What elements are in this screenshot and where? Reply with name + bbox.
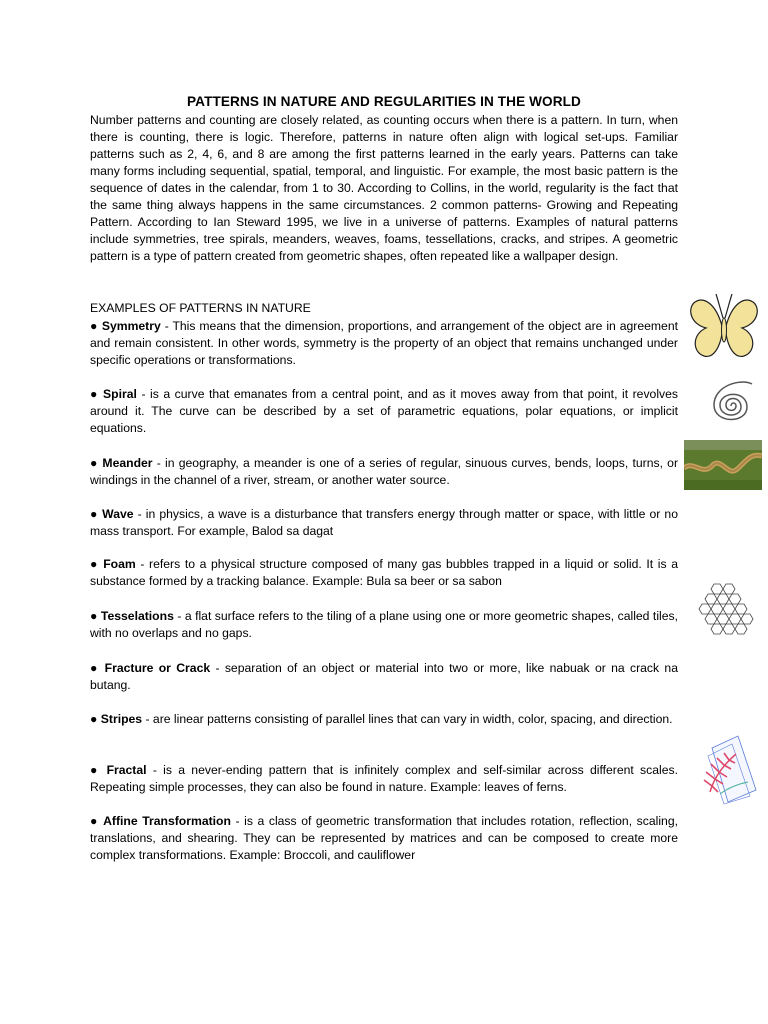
- item-fracture: [90, 660, 678, 694]
- item-term: Meander: [102, 456, 153, 470]
- item-symmetry: [90, 318, 678, 369]
- item-text: - is a curve that emanates from a central point, and as it moves away from that point, it revolves around it. The curve can be described by a set of parametric equations, polar equations, or implicit equations.: [90, 387, 678, 435]
- spiral-figure: [700, 370, 762, 436]
- fern-fractal-figure: [698, 732, 762, 806]
- item-term: Stripes: [100, 712, 143, 726]
- page-title: PATTERNS IN NATURE AND REGULARITIES IN THE WORLD: [187, 94, 581, 109]
- section-heading: EXAMPLES OF PATTERNS IN NATURE: [90, 301, 311, 315]
- item-tesselations: [90, 608, 678, 642]
- item-spiral: [90, 386, 678, 437]
- bullet: ●: [90, 712, 98, 726]
- item-term: Symmetry: [101, 319, 161, 333]
- bullet: ●: [90, 661, 100, 675]
- bullet: ●: [90, 814, 99, 828]
- item-term: Foam: [103, 557, 136, 571]
- item-term: Wave: [102, 507, 134, 521]
- item-text: - a flat surface refers to the tiling of a plane using one or more geometric shapes, called tiles, with no overlaps and no gaps.: [90, 609, 678, 640]
- item-text: - in geography, a meander is one of a series of regular, sinuous curves, bends, loops, turns, or windings in the channel of a river, stream, or another water source.: [90, 456, 679, 487]
- item-text: - separation of an object or material into two or more, like nabuak or na crack na butang.: [90, 661, 678, 692]
- item-term: Fractal: [106, 763, 147, 777]
- bullet: ●: [90, 557, 99, 571]
- meander-photo: [684, 440, 762, 490]
- butterfly-figure: [686, 290, 762, 364]
- item-term: Tesselations: [100, 609, 174, 623]
- item-stripes: [90, 711, 678, 728]
- bullet: ●: [90, 319, 98, 333]
- item-foam: [90, 556, 678, 590]
- bullet: ●: [90, 507, 99, 521]
- item-text: - is a class of geometric transformation that includes rotation, reflection, scaling, translations, and shearing. They can be represented by matrices and can be composed to create more complex transformations. Example: Broccoli, and cauliflower: [90, 814, 678, 862]
- item-text: - refers to a physical structure composed of many gas bubbles trapped in a liquid or solid. It is a substance formed by a tracking balance. Example: Bula sa beer or sa sabon: [90, 557, 678, 588]
- item-affine-transformation: [90, 813, 678, 864]
- hexagon-tessellation-figure: [694, 580, 758, 642]
- item-text: - This means that the dimension, proportions, and arrangement of the object are in agreement and remain consistent. In other words, symmetry is the property of an object that remains unchanged under specific operations or transformations.: [90, 319, 678, 367]
- bullet: ●: [90, 387, 99, 401]
- item-wave: [90, 506, 678, 540]
- item-text: - is a never-ending pattern that is infinitely complex and self-similar across different scales. Repeating simple processes, they can also be found in nature. Example: leaves of ferns.: [90, 763, 678, 794]
- item-text: - in physics, a wave is a disturbance that transfers energy through matter or space, with little or no mass transport. For example, Balod sa dagat: [90, 507, 678, 538]
- item-meander: [90, 455, 678, 489]
- item-text: - are linear patterns consisting of parallel lines that can vary in width, color, spacing, and direction.: [142, 712, 673, 726]
- item-term: Affine Transformation: [103, 814, 231, 828]
- bullet: ●: [90, 456, 99, 470]
- item-term: Fracture or Crack: [104, 661, 211, 675]
- bullet: ●: [90, 763, 101, 777]
- bullet: ●: [90, 609, 98, 623]
- item-fractal: [90, 762, 678, 796]
- intro-paragraph: Number patterns and counting are closely related, as counting occurs when there is a pattern. In turn, when there is counting, there is logic. Therefore, patterns in nature often align with logical set-ups. Familiar patterns such as 2, 4, 6, and 8 are among the first patterns learned in the early years. Patterns can take many forms including sequential, spatial, temporal, and linguistic. For example, the most basic pattern is the sequence of dates in the calendar, from 1 to 30. According to Collins, in the world, regularity is the fact that the same thing always happens in the same circumstances. 2 common patterns- Growing and Repeating Pattern. According to Ian Steward 1995, we live in a universe of patterns. Examples of natural patterns include symmetries, tree spirals, meanders, weaves, foams, tessellations, cracks, and stripes. A geometric pattern is a type of pattern created from geometric shapes, often repeated like a wallpaper design.: [90, 113, 678, 263]
- item-term: Spiral: [103, 387, 137, 401]
